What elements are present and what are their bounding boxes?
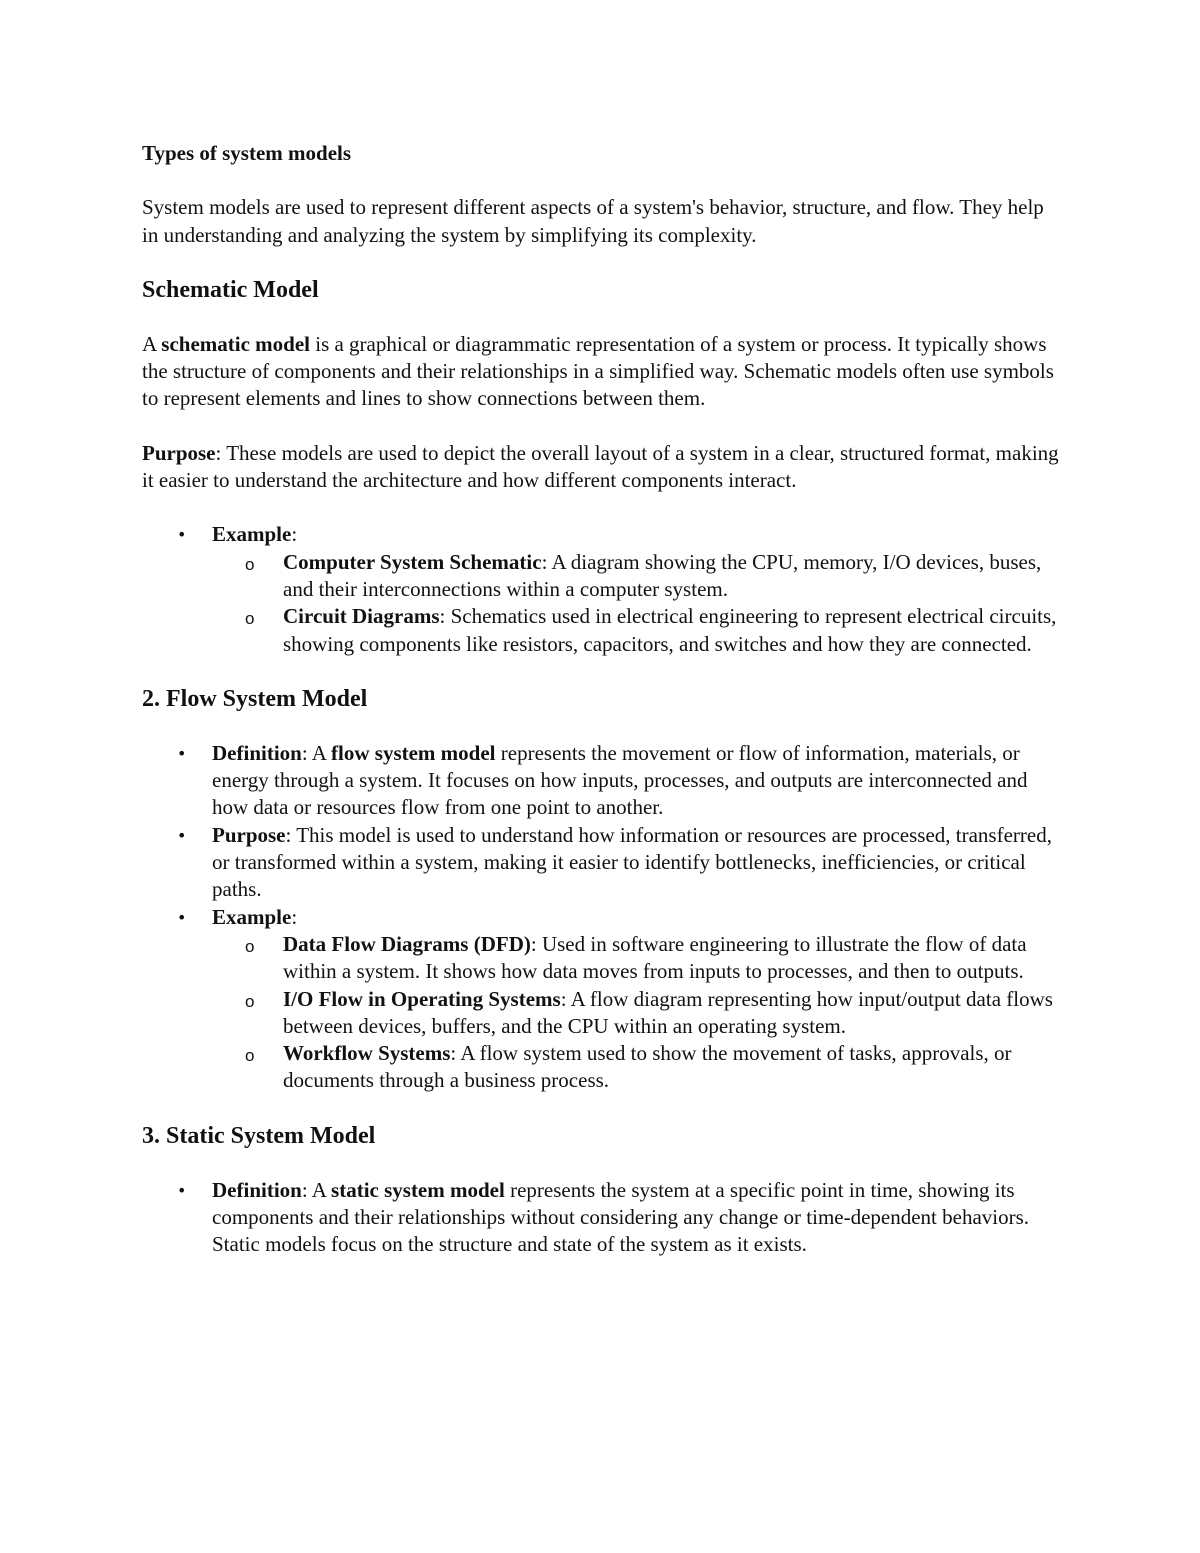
static-bullet-list xyxy=(142,1177,1062,1259)
list-item: • Purpose: This model is used to understand how information or resources are processed, transferred, or transformed within a system, making it easier to identify bottlenecks, inefficiencies, or critical paths. xyxy=(177,822,1052,902)
example-term: Data Flow Diagrams (DFD) xyxy=(283,931,531,956)
document-title: Types of system models xyxy=(142,141,352,165)
schematic-heading: Schematic Model xyxy=(142,276,319,303)
circle-bullet-icon: o xyxy=(245,936,255,956)
example-label: Example xyxy=(212,522,292,547)
circle-bullet-icon: o xyxy=(245,1046,255,1066)
purpose-label: Purpose xyxy=(212,822,286,847)
list-item: • Definition: A flow system model represents the movement or flow of information, materials, or energy through a system. It focuses on how inputs, processes, and outputs are interconnected and how data or resources flow from one point to another. xyxy=(177,740,1028,820)
static-heading: 3. Static System Model xyxy=(142,1122,376,1149)
document-page xyxy=(142,140,1062,1286)
bullet-icon: • xyxy=(177,1180,187,1200)
schematic-purpose: Purpose: These models are used to depict the overall layout of a system in a clear, structured format, making it easier to understand the architecture and how different components interact. xyxy=(142,440,1059,493)
bullet-icon: • xyxy=(177,743,187,763)
flow-example-list xyxy=(212,931,1062,1095)
example-term: I/O Flow in Operating Systems xyxy=(283,986,561,1011)
schematic-example-list xyxy=(212,549,1062,658)
example-label: Example xyxy=(212,904,292,929)
list-item: • Definition: A static system model represents the system at a specific point in time, showing its components and their relationships without considering any change or time-dependent behaviors. Static models focus on the structure and state of the system as it exists. xyxy=(177,1177,1030,1257)
definition-label: Definition xyxy=(212,740,302,765)
list-item: o Workflow Systems: A flow system used to show the movement of tasks, approvals, or documents through a business process. xyxy=(245,1041,1012,1093)
schematic-term: schematic model xyxy=(161,331,310,356)
example-term: Computer System Schematic xyxy=(283,549,542,574)
circle-bullet-icon: o xyxy=(245,609,255,629)
schematic-bullet-list xyxy=(142,521,1062,657)
list-item: • Example: o Computer System Schematic: A diagram showing the CPU, memory, I/O devices, buses, and their interconnections within a computer system. o Circuit Diagrams: Schematics used in electrical engineering to represent electrical circuits, showing components like resistors, capacitors, and switches and how they are connected. xyxy=(212,521,1062,657)
bullet-icon: • xyxy=(177,907,187,927)
circle-bullet-icon: o xyxy=(245,554,255,574)
list-item: o I/O Flow in Operating Systems: A flow diagram representing how input/output data flows between devices, buffers, and the CPU within an operating system. xyxy=(245,986,1053,1038)
intro-paragraph: System models are used to represent different aspects of a system's behavior, structure, and flow. They help in understanding and analyzing the system by simplifying its complexity. xyxy=(142,195,1044,247)
purpose-label: Purpose xyxy=(142,440,216,465)
schematic-description: A schematic model is a graphical or diagrammatic representation of a system or process. It typically shows the structure of components and their relationships in a simplified way. Schematic models often use symbols to represent elements and lines to show connections between them. xyxy=(142,331,1054,411)
flow-term: flow system model xyxy=(331,740,496,765)
bullet-icon: • xyxy=(177,525,187,545)
static-term: static system model xyxy=(331,1177,505,1202)
list-item: o Computer System Schematic: A diagram showing the CPU, memory, I/O devices, buses, and their interconnections within a computer system. xyxy=(245,549,1042,601)
flow-heading: 2. Flow System Model xyxy=(142,685,368,712)
list-item: o Circuit Diagrams: Schematics used in electrical engineering to represent electrical circuits, showing components like resistors, capacitors, and switches and how they are connected. xyxy=(245,604,1057,656)
bullet-icon: • xyxy=(177,825,187,845)
definition-label: Definition xyxy=(212,1177,302,1202)
example-term: Circuit Diagrams xyxy=(283,604,440,629)
list-item: • Example: o Data Flow Diagrams (DFD): Used in software engineering to illustrate the flow of data within a system. It shows how data moves from inputs to processes, and then to outputs. o I/O Flow in Operating Systems: A flow diagram representing how input/output data flows between devices, buffers, and the CPU within an operating system. o Workflow Systems: A flow system used to show the movement of tasks, approvals, or documents through a business process. xyxy=(212,904,1062,1095)
list-item: o Data Flow Diagrams (DFD): Used in software engineering to illustrate the flow of data within a system. It shows how data moves from inputs to processes, and then to outputs. xyxy=(245,931,1027,984)
circle-bullet-icon: o xyxy=(245,991,255,1011)
flow-bullet-list xyxy=(142,740,1062,1095)
example-term: Workflow Systems xyxy=(283,1041,451,1066)
